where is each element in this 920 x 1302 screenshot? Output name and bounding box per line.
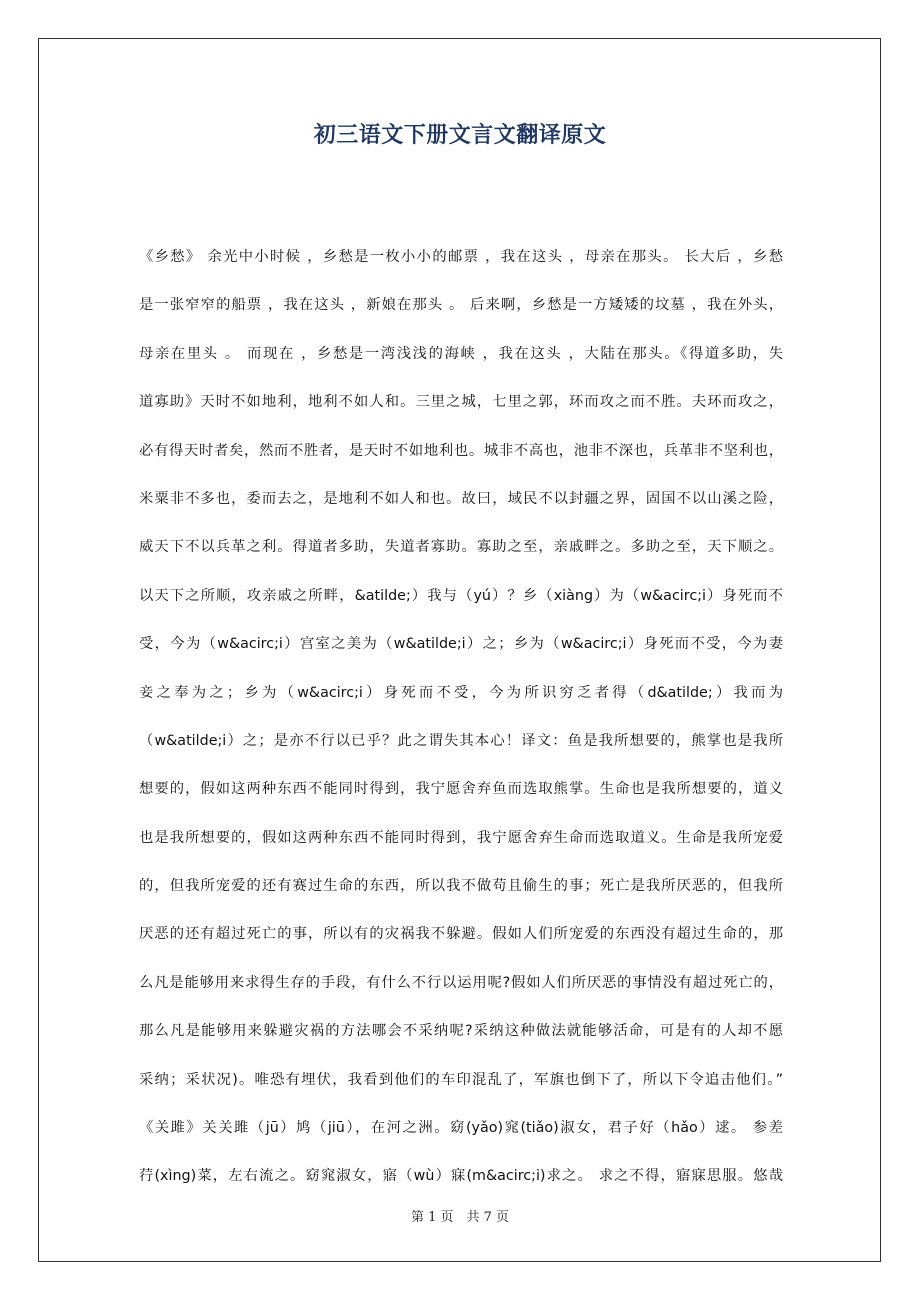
text-line: 也是我所想要的，假如这两种东西不能同时得到，我宁愿舍弃生命而选取道义。生命是我所宠爱 bbox=[139, 829, 783, 846]
text-line: 《关雎》关关雎（jū）鸠（jiū），在河之洲。窈(yǎo)窕(tiǎo)淑女，君子好（hǎo）逑。 参差 bbox=[139, 1120, 783, 1137]
page-number-footer: 第 1 页 共 7 页 bbox=[410, 1210, 510, 1225]
document-title: 初三语文下册文言文翻译原文 bbox=[313, 123, 607, 148]
text-line: 《乡愁》 余光中小时候 ，乡愁是一枚小小的邮票 ，我在这头 ，母亲在那头。 长大后 ，乡愁 bbox=[139, 249, 783, 265]
text-line: 想要的，假如这两种东西不能同时得到，我宁愿舍弃鱼而选取熊掌。生命也是我所想要的，道义 bbox=[139, 781, 783, 798]
text-line: 厌恶的还有超过死亡的事，所以有的灾祸我不躲避。假如人们所宠爱的东西没有超过生命的，那 bbox=[139, 926, 783, 943]
text-line: 么凡是能够用来求得生存的手段，有什么不行以运用呢?假如人们所厌恶的事情没有超过死亡的， bbox=[139, 974, 783, 991]
text-line: 采纳；采状况)。唯恐有埋伏，我看到他们的车印混乱了，军旗也倒下了，所以下令追击他们。” bbox=[139, 1071, 783, 1088]
text-line: 是一张窄窄的船票 ，我在这头 ，新娘在那头 。 后来啊，乡愁是一方矮矮的坟墓 ，我在外头， bbox=[139, 297, 783, 314]
text-line: 以天下之所顺，攻亲戚之所畔，&atilde;）我与（yú）？乡（xiàng）为（w&acirc;i）身死而不 bbox=[139, 587, 783, 604]
text-line: 道寡助》天时不如地利，地利不如人和。三里之城，七里之郭，环而攻之而不胜。夫环而攻之， bbox=[139, 394, 783, 411]
text-line: 受，今为（w&acirc;i）宫室之美为（w&atilde;i）之；乡为（w&acirc;i）身死而不受，今为妻 bbox=[139, 636, 783, 653]
text-line: 那么凡是能够用来躲避灾祸的方法哪会不采纳呢?采纳这种做法就能够活命，可是有的人却不愿 bbox=[139, 1023, 783, 1040]
text-line: 妾之奉为之；乡为（w&acirc;i）身死而不受，今为所识穷乏者得（d&atilde;）我而为 bbox=[139, 684, 783, 701]
text-line: 威天下不以兵革之利。得道者多助，失道者寡助。寡助之至，亲戚畔之。多助之至，天下顺之。 bbox=[139, 539, 783, 556]
text-line: 的，但我所宠爱的还有赛过生命的东西，所以我不做苟且偷生的事；死亡是我所厌恶的，但我所 bbox=[139, 878, 783, 895]
text-line: 母亲在里头 。 而现在 ，乡愁是一湾浅浅的海峡 ，我在这头 ，大陆在那头。《得道多助，失 bbox=[139, 345, 783, 362]
text-line: （w&atilde;i）之；是亦不行以已乎？此之谓失其本心！译文：鱼是我所想要的，熊掌也是我所 bbox=[139, 732, 783, 749]
text-line: 荇(xìng)菜，左右流之。窈窕淑女，寤（wù）寐(m&acirc;i)求之。 求之不得，寤寐思服。悠哉 bbox=[139, 1168, 783, 1185]
text-line: 米粟非不多也，委而去之，是地利不如人和也。故曰，域民不以封疆之界，固国不以山溪之险， bbox=[139, 490, 783, 507]
document-body bbox=[139, 240, 783, 1208]
text-line: 必有得天时者矣，然而不胜者，是天时不如地利也。城非不高也，池非不深也，兵革非不坚利也， bbox=[139, 442, 783, 459]
